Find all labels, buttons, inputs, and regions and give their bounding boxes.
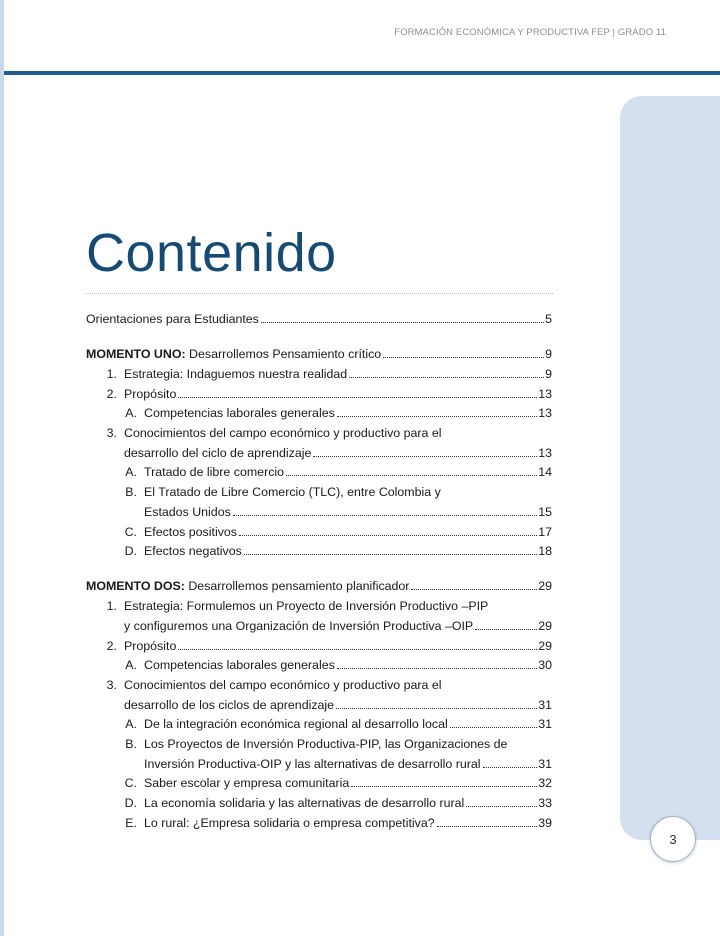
toc-entry[interactable]: D. Efectos negativos 18 (124, 544, 552, 559)
left-edge-stripe (0, 0, 4, 936)
title-underline (86, 293, 553, 294)
page-number: 3 (669, 831, 677, 847)
toc-entry[interactable]: C. Saber escolar y empresa comunitaria 32 (124, 776, 552, 791)
toc-entry[interactable]: y configuremos una Organización de Inversión Productiva –OIP 29 (124, 618, 552, 633)
toc-entry[interactable]: desarrollo del ciclo de aprendizaje 13 (124, 445, 552, 460)
toc-entry[interactable]: 2. Propósito 13 (106, 386, 552, 401)
toc-entry[interactable]: Estados Unidos 15 (144, 504, 552, 519)
toc-entry[interactable]: 1. Estrategia: Formulemos un Proyecto de Inversión Productivo –PIP (106, 599, 489, 614)
header-rule (4, 71, 720, 75)
toc-entry[interactable]: 3. Conocimientos del campo económico y productivo para el (106, 677, 442, 692)
dot-leader (411, 589, 537, 590)
page-title: Contenido (86, 223, 337, 283)
toc-entry[interactable]: Inversión Productiva-OIP y las alternativas de desarrollo rural 31 (144, 756, 552, 771)
dot-leader (383, 357, 544, 358)
page-number-badge (650, 816, 696, 862)
running-header: FORMACIÓN ECONÓMICA Y PRODUCTIVA FEP | GRADO 11 (394, 27, 666, 38)
toc-entry[interactable]: A. Competencias laborales generales 13 (125, 406, 552, 421)
toc-entry[interactable]: E. Lo rural: ¿Empresa solidaria o empresa competitiva? 39 (125, 815, 552, 830)
toc-entry[interactable]: A. Competencias laborales generales 30 (125, 658, 552, 673)
toc-entry[interactable]: C. Efectos positivos 17 (124, 524, 552, 539)
toc-entry-momento-uno[interactable]: MOMENTO UNO: Desarrollemos Pensamiento crítico 9 (86, 347, 552, 362)
toc-entry[interactable]: B. El Tratado de Libre Comercio (TLC), entre Colombia y (125, 485, 441, 500)
toc-entry-momento-dos[interactable]: MOMENTO DOS: Desarrollemos pensamiento planificador 29 (86, 579, 552, 594)
toc-entry[interactable]: B. Los Proyectos de Inversión Productiva-PIP, las Organizaciones de (125, 737, 508, 752)
toc-entry[interactable]: D. La economía solidaria y las alternativas de desarrollo rural 33 (124, 796, 552, 811)
toc-entry[interactable]: A. De la integración económica regional al desarrollo local 31 (125, 717, 552, 732)
side-tab-panel (620, 96, 720, 840)
toc-entry-orientaciones[interactable]: Orientaciones para Estudiantes 5 (86, 312, 552, 326)
table-of-contents (86, 310, 552, 834)
toc-entry[interactable]: 1. Estrategia: Indaguemos nuestra realidad 9 (106, 366, 552, 381)
toc-entry[interactable]: 3. Conocimientos del campo económico y productivo para el (106, 426, 442, 441)
toc-entry[interactable]: A. Tratado de libre comercio 14 (125, 465, 552, 480)
toc-entry[interactable]: desarrollo de los ciclos de aprendizaje 31 (124, 697, 552, 712)
toc-entry[interactable]: 2. Propósito 29 (106, 638, 552, 653)
dot-leader (261, 322, 544, 323)
